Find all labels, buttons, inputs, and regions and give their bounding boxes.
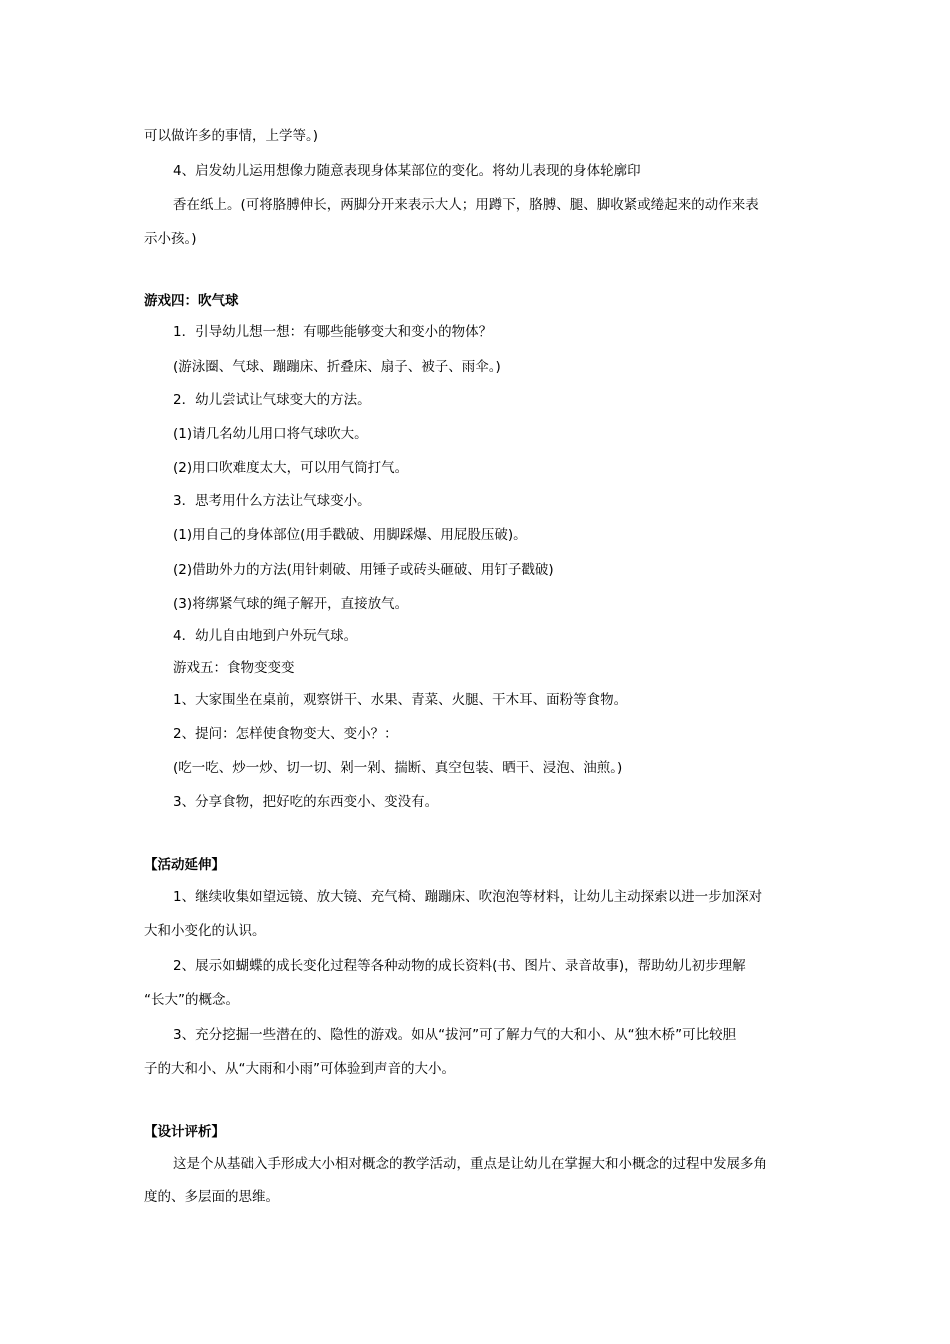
paragraph-line: 2．幼儿尝试让气球变大的方法。 <box>173 392 371 408</box>
subsection-heading: 游戏五：食物变变变 <box>173 660 295 676</box>
paragraph-line: (吃一吃、炒一炒、切一切、剁一剁、揣断、真空包装、晒干、浸泡、油煎。) <box>173 760 623 776</box>
paragraph-line: (1)请几名幼儿用口将气球吹大。 <box>173 426 368 442</box>
paragraph-line: 子的大和小、从“大雨和小雨”可体验到声音的大小。 <box>144 1061 455 1077</box>
paragraph-line: 示小孩。) <box>144 231 197 247</box>
section-heading: 【设计评析】 <box>144 1124 225 1140</box>
paragraph-line: (1)用自己的身体部位(用手戳破、用脚踩爆、用屁股压破)。 <box>173 527 527 543</box>
section-heading: 游戏四：吹气球 <box>144 293 239 309</box>
paragraph-line: 3、充分挖掘一些潜在的、隐性的游戏。如从“拔河”可了解力气的大和小、从“独木桥”可比较胆 <box>173 1027 737 1043</box>
paragraph-line: 3、分享食物，把好吃的东西变小、变没有。 <box>173 794 439 810</box>
paragraph-line: 1．引导幼儿想一想：有哪些能够变大和变小的物体？ <box>173 324 493 340</box>
paragraph-line: 香在纸上。(可将胳膊伸长，两脚分开来表示大人；用蹲下，胳膊、腿、脚收紧或绻起来的动作来表 <box>173 197 759 213</box>
paragraph-line: 2、提问：怎样使食物变大、变小？： <box>173 726 398 742</box>
paragraph-line: 度的、多层面的思维。 <box>144 1189 279 1205</box>
paragraph-line: 大和小变化的认识。 <box>144 923 266 939</box>
section-heading: 【活动延伸】 <box>144 857 225 873</box>
paragraph-line: 3．思考用什么方法让气球变小。 <box>173 493 371 509</box>
paragraph-line: 可以做许多的事情，上学等。) <box>144 128 319 144</box>
paragraph-line: (游泳圈、气球、蹦蹦床、折叠床、扇子、被子、雨伞。) <box>173 359 501 375</box>
paragraph-line: (2)借助外力的方法(用针刺破、用锤子或砖头砸破、用钉子戳破) <box>173 562 554 578</box>
paragraph-line: 4、启发幼儿运用想像力随意表现身体某部位的变化。将幼儿表现的身体轮廓印 <box>173 163 641 179</box>
paragraph-line: 1、继续收集如望远镜、放大镜、充气椅、蹦蹦床、吹泡泡等材料，让幼儿主动探索以进一步加深对 <box>173 889 763 905</box>
paragraph-line: 2、展示如蝴蝶的成长变化过程等各种动物的成长资料(书、图片、录音故事)，帮助幼儿初步理解 <box>173 958 746 974</box>
paragraph-line: 4．幼儿自由地到户外玩气球。 <box>173 628 358 644</box>
paragraph-line: (3)将绑紧气球的绳子解开，直接放气。 <box>173 596 409 612</box>
paragraph-line: 1、大家围坐在桌前，观察饼干、水果、青菜、火腿、干木耳、面粉等食物。 <box>173 692 628 708</box>
paragraph-line: 这是个从基础入手形成大小相对概念的教学活动，重点是让幼儿在掌握大和小概念的过程中发展多角 <box>173 1156 767 1172</box>
paragraph-line: “长大”的概念。 <box>144 992 239 1008</box>
paragraph-line: (2)用口吹难度太大，可以用气筒打气。 <box>173 460 409 476</box>
